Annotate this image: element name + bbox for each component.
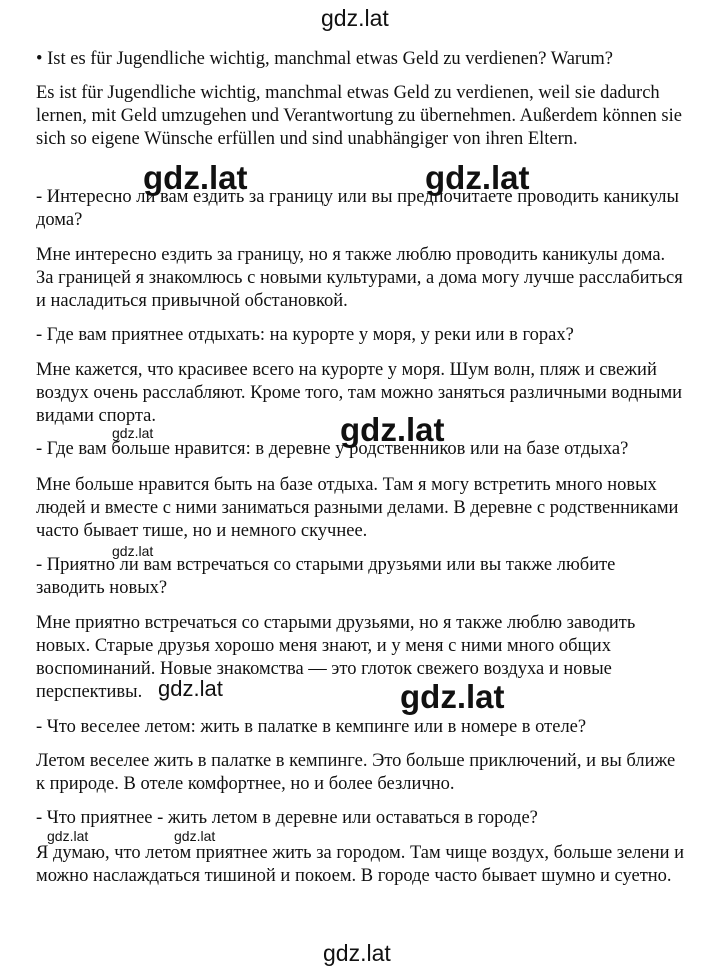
answer-7: Я думаю, что летом приятнее жить за городом. Там чище воздух, больше зелени и можно наслаждаться тишиной и покоем. В городе часто бывает шумно и суетно.	[36, 843, 685, 886]
watermark-bottom: gdz.lat	[323, 940, 391, 966]
watermark-large-1: gdz.lat	[143, 159, 248, 196]
question-3: - Где вам приятнее отдыхать: на курорте у моря, у реки или в горах?	[36, 325, 574, 345]
answer-2: Мне интересно ездить за границу, но я также люблю проводить каникулы дома. За границей я знакомлюсь с новыми культурами, а дома могу лучше расслабиться и насладиться привычной обстановкой.	[36, 245, 683, 311]
watermark-small-4: gdz.lat	[174, 828, 216, 844]
watermark-large-4: gdz.lat	[400, 678, 505, 715]
question-1: • Ist es für Jugendliche wichtig, manchmal etwas Geld zu verdienen? Warum?	[36, 49, 613, 69]
question-5: - Приятно ли вам встречаться со старыми друзьями или вы также любите заводить новых?	[36, 555, 616, 598]
watermark-large-3: gdz.lat	[340, 411, 445, 448]
answer-4: Мне больше нравится быть на базе отдыха. Там я могу встретить много новых людей и вместе с ними заниматься разными делами. В деревне с родственниками часто бывает тише, но и немного скучнее.	[36, 475, 679, 541]
watermark-small-2: gdz.lat	[112, 543, 154, 559]
question-7: - Что приятнее - жить летом в деревне или оставаться в городе?	[36, 808, 538, 828]
answer-5: Мне приятно встречаться со старыми друзьями, но я также люблю заводить новых. Старые друзья хорошо меня знают, и у меня с ними много общих воспоминаний. Новые знакомства — это глоток свежего воздуха и новые перспективы.	[36, 613, 636, 702]
answer-6: Летом веселее жить в палатке в кемпинге. Это больше приключений, и вы ближе к природе. В отеле комфортнее, но и более безлично.	[36, 751, 676, 794]
answer-3: Мне кажется, что красивее всего на курорте у моря. Шум волн, пляж и свежий воздух очень расслабляют. Кроме того, там можно заняться различными водными видами спорта.	[36, 360, 683, 426]
watermark-top: gdz.lat	[321, 5, 389, 31]
watermark-large-2: gdz.lat	[425, 159, 530, 196]
question-2: - Интересно ли вам ездить за границу или вы предпочитаете проводить каникулы дома?	[36, 187, 679, 230]
answer-1: Es ist für Jugendliche wichtig, manchmal etwas Geld zu verdienen, weil sie dadurch lernen, mit Geld umzugehen und Verantwortung zu übernehmen. Außerdem können sie sich so eigene Wünsche erfüllen und sind unabhängiger von ihren Eltern.	[36, 83, 682, 149]
watermark-medium-1: gdz.lat	[158, 676, 223, 701]
question-6: - Что веселее летом: жить в палатке в кемпинге или в номере в отеле?	[36, 717, 587, 737]
watermark-small-1: gdz.lat	[112, 425, 154, 441]
question-4: - Где вам больше нравится: в деревне у родственников или на базе отдыха?	[36, 439, 629, 459]
watermark-small-3: gdz.lat	[47, 828, 89, 844]
